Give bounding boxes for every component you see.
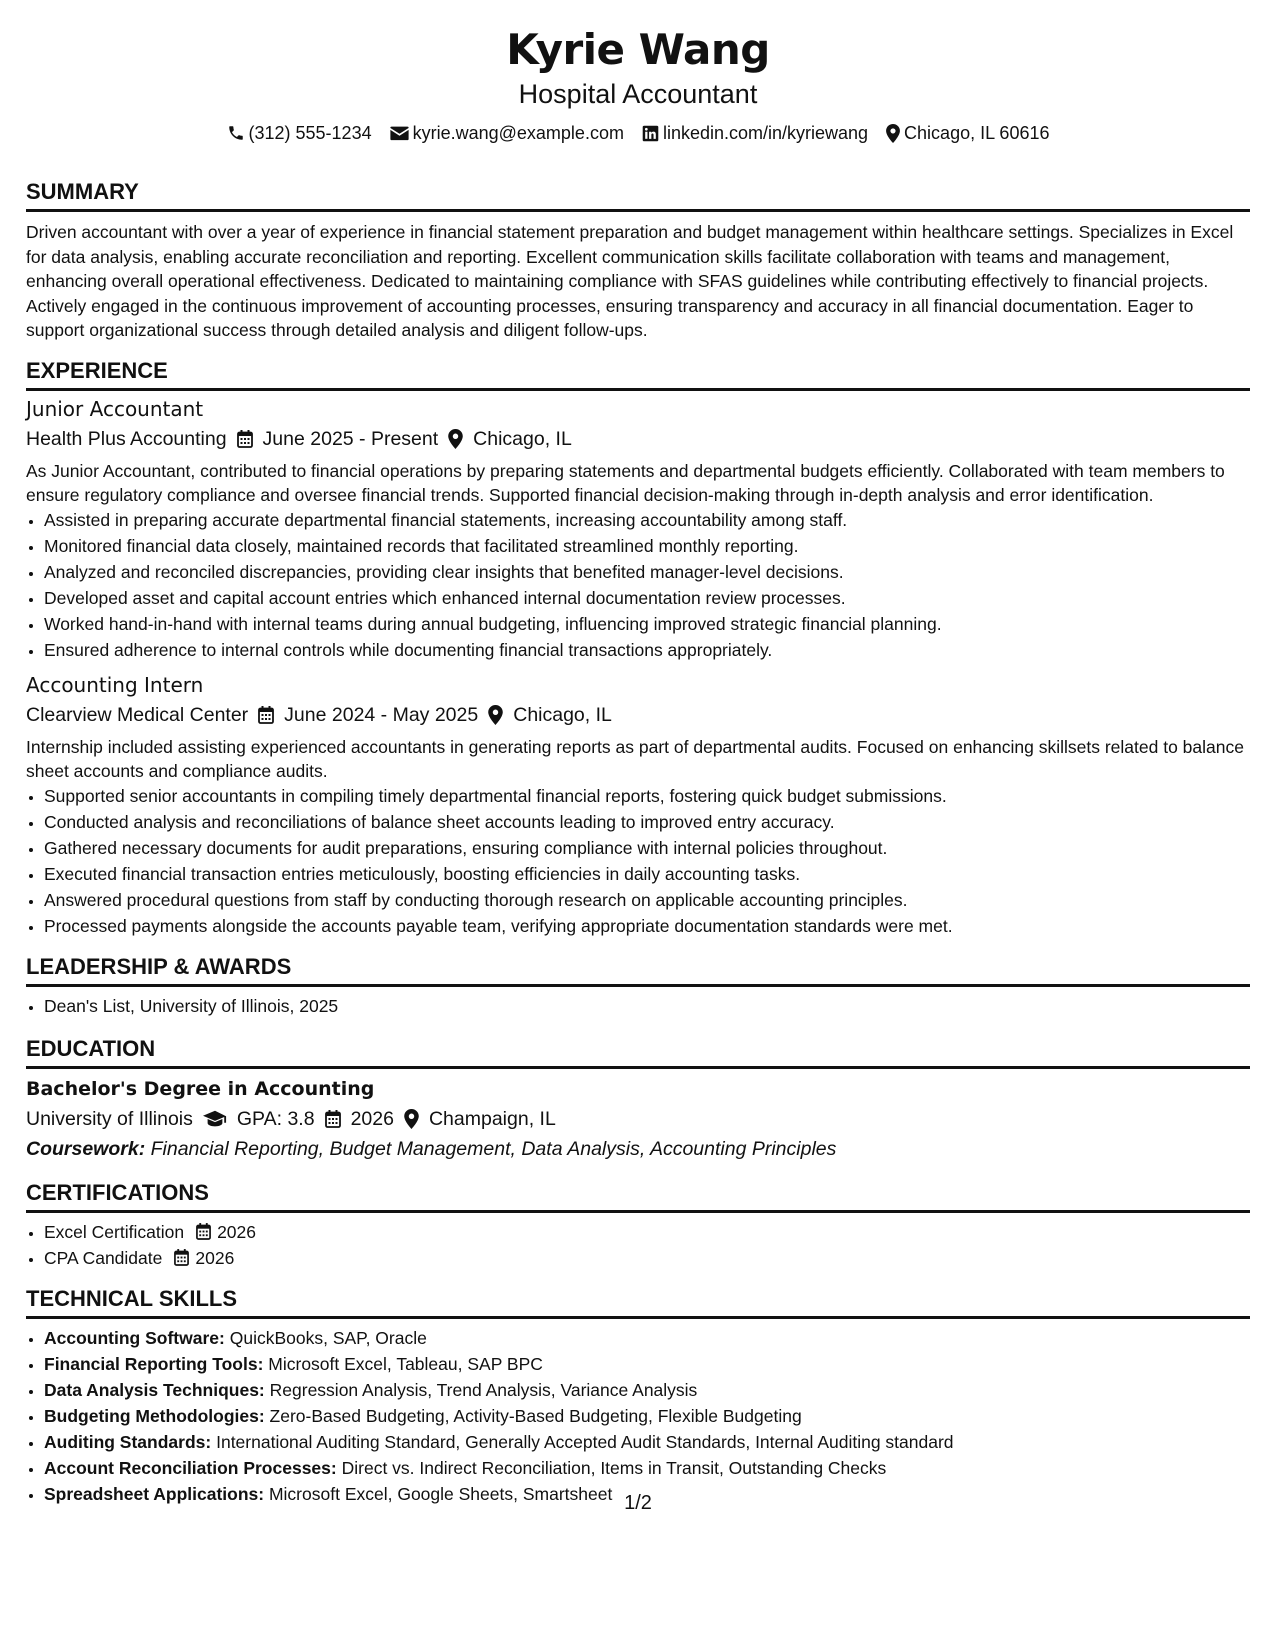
section-title: EDUCATION bbox=[26, 1035, 1250, 1069]
education-meta bbox=[26, 1105, 1250, 1133]
list-item: • Conducted analysis and reconciliations of balance sheet accounts leading to improved entry accuracy. bbox=[44, 809, 1250, 835]
job-location bbox=[448, 425, 572, 453]
job-description: Internship included assisting experienced accountants in generating reports as part of departmental audits. Focused on enhancing skillsets related to balance sheet accounts and compliance audits. bbox=[26, 736, 1244, 781]
list-item: • Developed asset and capital account entries which enhanced internal documentation review processes. bbox=[44, 585, 1250, 611]
job-description: As Junior Accountant, contributed to financial operations by preparing statements and departmental budgets efficiently. Collaborated with team members to ensure regulatory compliance and oversee financial trends. Supported financial decision-making through in-depth analysis and error identification. bbox=[26, 460, 1225, 505]
phone-icon bbox=[227, 124, 245, 142]
experience-section bbox=[26, 357, 1250, 939]
education-location bbox=[404, 1105, 556, 1133]
cert-name: • CPA Candidate bbox=[44, 1247, 163, 1268]
gpa bbox=[203, 1105, 315, 1133]
map-pin-icon bbox=[488, 705, 503, 725]
skill-value: Direct vs. Indirect Reconciliation, Items in Transit, Outstanding Checks bbox=[341, 1457, 887, 1478]
dates-text: June 2025 - Present bbox=[262, 427, 439, 450]
skill-label: Financial Reporting Tools: bbox=[44, 1353, 264, 1374]
job-meta bbox=[26, 701, 1250, 729]
leadership-section bbox=[26, 953, 1250, 1019]
coursework-text: Financial Reporting, Budget Management, Data Analysis, Accounting Principles bbox=[150, 1137, 837, 1160]
email-text: kyrie.wang@example.com bbox=[412, 123, 624, 143]
skills-list bbox=[26, 1325, 1250, 1507]
job-bullets bbox=[26, 783, 1250, 939]
list-item: • Supported senior accountants in compiling timely departmental financial reports, fostering quick budget submissions. bbox=[44, 783, 1250, 809]
list-item: • Executed financial transaction entries meticulously, boosting efficiencies in daily accounting tasks. bbox=[44, 861, 1250, 887]
location-text: Chicago, IL 60616 bbox=[904, 123, 1050, 143]
skill-value: Microsoft Excel, Tableau, SAP BPC bbox=[268, 1353, 543, 1374]
summary-text: Driven accountant with over a year of experience in financial statement preparation and budget management within healthcare settings. Specializes in Excel for data analysis, enabling accurate reconciliation and reporting. Excellent communication skills facilitate collaboration with teams and management, enhancing overall operational effectiveness. Dedicated to maintaining compliance with SFAS guidelines while contributing effectively to financial projects. Actively engaged in the continuous improvement of accounting processes, ensuring transparency and accuracy in all financial documentation. Eager to support organizational success through detailed analysis and diligent follow-ups. bbox=[26, 222, 1234, 340]
job-meta bbox=[26, 425, 1250, 453]
coursework-label: Coursework: bbox=[26, 1137, 146, 1160]
list-item: • Analyzed and reconciled discrepancies, providing clear insights that benefited manager-level decisions. bbox=[44, 559, 1250, 585]
job-bullets bbox=[26, 507, 1250, 663]
list-item: • Processed payments alongside the accounts payable team, verifying appropriate documentation standards were met. bbox=[44, 913, 1250, 939]
company-name: Health Plus Accounting bbox=[26, 427, 227, 450]
school-name: University of Illinois bbox=[26, 1107, 193, 1130]
skills-section bbox=[26, 1285, 1250, 1507]
contact-location bbox=[886, 120, 1049, 146]
awards-list bbox=[26, 993, 1250, 1019]
graduation-year bbox=[325, 1105, 394, 1133]
contact-email[interactable] bbox=[390, 120, 624, 146]
candidate-name: Kyrie Wang bbox=[506, 25, 770, 74]
year-text: 2026 bbox=[350, 1107, 394, 1130]
dates-text: June 2024 - May 2025 bbox=[284, 703, 479, 726]
skill-value: Regression Analysis, Trend Analysis, Variance Analysis bbox=[269, 1379, 698, 1400]
calendar-icon bbox=[174, 1249, 189, 1266]
skill-value: QuickBooks, SAP, Oracle bbox=[229, 1327, 427, 1348]
graduation-cap-icon bbox=[203, 1110, 227, 1128]
job-entry bbox=[26, 671, 1250, 939]
resume-page bbox=[26, 0, 1250, 1514]
cert-year: 2026 bbox=[217, 1221, 256, 1242]
cert-name: • Excel Certification bbox=[44, 1221, 185, 1242]
list-item: • Monitored financial data closely, maintained records that facilitated streamlined monthly reporting. bbox=[44, 533, 1250, 559]
degree-title: Bachelor's Degree in Accounting bbox=[26, 1077, 375, 1100]
section-title: LEADERSHIP & AWARDS bbox=[26, 953, 1250, 987]
job-title: Accounting Intern bbox=[26, 672, 204, 697]
location-text: Chicago, IL bbox=[473, 427, 572, 450]
skill-label: Auditing Standards: bbox=[44, 1431, 212, 1452]
certifications-list bbox=[26, 1219, 1250, 1271]
list-item bbox=[44, 1245, 1250, 1271]
phone-text: (312) 555-1234 bbox=[248, 123, 372, 143]
list-item: • Ensured adherence to internal controls while documenting financial transactions appropriately. bbox=[44, 637, 1250, 663]
skill-value: Zero-Based Budgeting, Activity-Based Budgeting, Flexible Budgeting bbox=[269, 1405, 802, 1426]
list-item bbox=[44, 1325, 1250, 1351]
job-dates bbox=[237, 425, 439, 453]
linkedin-text: linkedin.com/in/kyriewang bbox=[662, 123, 869, 143]
section-title: TECHNICAL SKILLS bbox=[26, 1285, 1250, 1319]
section-title: EXPERIENCE bbox=[26, 357, 1250, 391]
location-text: Chicago, IL bbox=[513, 703, 612, 726]
list-item bbox=[44, 1455, 1250, 1481]
map-pin-icon bbox=[886, 124, 900, 143]
company-name: Clearview Medical Center bbox=[26, 703, 249, 726]
calendar-icon bbox=[325, 1110, 341, 1128]
list-item bbox=[44, 1219, 1250, 1245]
list-item: • Gathered necessary documents for audit preparations, ensuring compliance with internal policies throughout. bbox=[44, 835, 1250, 861]
location-text: Champaign, IL bbox=[428, 1107, 556, 1130]
linkedin-icon bbox=[642, 125, 659, 142]
job-title: Junior Accountant bbox=[26, 396, 204, 421]
coursework bbox=[26, 1135, 1250, 1163]
skill-value: Microsoft Excel, Google Sheets, Smartsheet bbox=[268, 1483, 613, 1504]
list-item: • Answered procedural questions from staff by conducting thorough research on applicable accounting principles. bbox=[44, 887, 1250, 913]
job-entry bbox=[26, 395, 1250, 663]
resume-header bbox=[26, 22, 1250, 146]
skill-label: Accounting Software: bbox=[44, 1327, 225, 1348]
page-number: 1/2 bbox=[624, 1492, 652, 1514]
list-item: • Assisted in preparing accurate departmental financial statements, increasing accountability among staff. bbox=[44, 507, 1250, 533]
gpa-text: GPA: 3.8 bbox=[236, 1107, 315, 1130]
contact-bar bbox=[26, 120, 1250, 146]
certifications-section bbox=[26, 1179, 1250, 1271]
contact-linkedin[interactable] bbox=[642, 120, 868, 146]
skill-label: Budgeting Methodologies: bbox=[44, 1405, 265, 1426]
skill-label: Data Analysis Techniques: bbox=[44, 1379, 265, 1400]
list-item: • Dean's List, University of Illinois, 2025 bbox=[44, 993, 1250, 1019]
map-pin-icon bbox=[448, 429, 463, 449]
skill-value: International Auditing Standard, Generally Accepted Audit Standards, Internal Auditing standard bbox=[216, 1431, 954, 1452]
job-location bbox=[488, 701, 612, 729]
list-item bbox=[44, 1429, 1250, 1455]
list-item: • Worked hand-in-hand with internal teams during annual budgeting, influencing improved strategic financial planning. bbox=[44, 611, 1250, 637]
calendar-icon bbox=[258, 706, 274, 724]
list-item bbox=[44, 1377, 1250, 1403]
list-item bbox=[44, 1351, 1250, 1377]
map-pin-icon bbox=[404, 1109, 419, 1129]
education-section bbox=[26, 1035, 1250, 1163]
list-item bbox=[44, 1403, 1250, 1429]
contact-phone[interactable] bbox=[227, 120, 372, 146]
cert-year: 2026 bbox=[195, 1247, 235, 1268]
section-title: CERTIFICATIONS bbox=[26, 1179, 1250, 1213]
skill-label: Spreadsheet Applications: bbox=[44, 1483, 265, 1504]
envelope-icon bbox=[390, 125, 409, 141]
calendar-icon bbox=[196, 1223, 211, 1240]
skill-label: Account Reconciliation Processes: bbox=[44, 1457, 337, 1478]
candidate-role: Hospital Accountant bbox=[518, 79, 758, 109]
summary-section bbox=[26, 178, 1250, 343]
calendar-icon bbox=[237, 430, 253, 448]
section-title: SUMMARY bbox=[26, 178, 1250, 212]
job-dates bbox=[258, 701, 478, 729]
